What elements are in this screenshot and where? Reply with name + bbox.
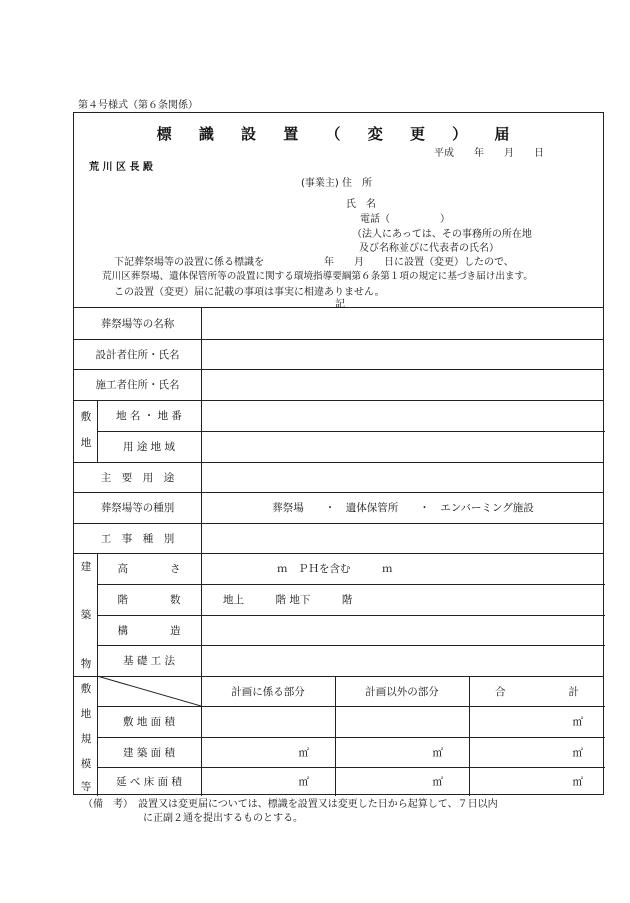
scale-group-char-3: 規 <box>80 733 92 745</box>
phone-label: 電話（ ） <box>360 214 450 225</box>
contractor-field[interactable] <box>201 369 605 400</box>
structure-label: 構 造 <box>117 624 181 637</box>
col-other-header: 計画以外の部分 <box>365 685 439 698</box>
notes-line-2: に正副２通を提出するものとする。 <box>143 813 303 824</box>
address-label: (事業主) 住 所 <box>301 178 372 189</box>
site-address-label: 地 名 ・ 地 番 <box>116 410 182 422</box>
corp-note-2: 及び名称並びに代表者の氏名） <box>359 243 499 254</box>
site-group-char-1: 敷 <box>80 411 92 423</box>
facility-name-label: 葬祭場等の名称 <box>100 318 175 330</box>
contractor-label: 施工者住所・氏名 <box>95 379 180 391</box>
building-group-char-2: 築 <box>80 609 92 621</box>
corp-note-1: （法人にあっては、その事務所の所在地 <box>352 229 532 240</box>
form-title: 標 識 設 置 （ 変 更 ） 届 <box>156 125 521 143</box>
building-area-total[interactable]: ㎡ <box>572 746 583 759</box>
notes <box>83 798 498 826</box>
header-diagonal <box>97 676 201 706</box>
building-area-other[interactable]: ㎡ <box>432 746 443 759</box>
zoning-field[interactable] <box>201 431 605 462</box>
body-line-2: 荒川区葬祭場、遺体保管所等の設置に関する環境指導要綱第６条第１項の規定に基づき届け出ます。 <box>102 271 533 282</box>
structure-field[interactable] <box>201 615 605 645</box>
ki-label: 記 <box>335 299 345 310</box>
building-group-char-3: 物 <box>80 658 92 670</box>
main-use-label: 主 要 用 途 <box>100 471 175 484</box>
floor-area-total[interactable]: ㎡ <box>572 776 583 788</box>
col-planned-header: 計画に係る部分 <box>231 685 305 698</box>
floors-value[interactable]: 地上 階 地下 階 <box>223 594 353 606</box>
site-area-planned[interactable] <box>201 706 335 737</box>
building-area-planned[interactable]: ㎡ <box>298 746 309 759</box>
main-use-field[interactable] <box>201 462 605 492</box>
building-area-label: 建 築 面 積 <box>122 746 175 759</box>
foundation-field[interactable] <box>201 645 605 676</box>
height-label: 高 さ <box>117 563 181 575</box>
facility-type-options[interactable]: 葬祭場 ・ 遺体保管所 ・ エンバーミング施設 <box>272 502 534 514</box>
floor-area-label: 延 べ 床 面 積 <box>116 776 182 788</box>
zoning-label: 用 途 地 域 <box>122 441 175 453</box>
col-total-header: 合 計 <box>495 685 579 698</box>
addressee: 荒 川 区 長 殿 <box>89 162 153 173</box>
designer-field[interactable] <box>201 339 605 369</box>
site-address-field[interactable] <box>201 400 605 431</box>
scale-group-char-5: 等 <box>80 781 92 793</box>
name-label: 氏 名 <box>346 199 376 210</box>
building-group-char-1: 建 <box>80 561 92 573</box>
foundation-label: 基 礎 工 法 <box>122 655 175 667</box>
notes-line-1: 設置又は変更届については、標識を設置又は変更した日から起算して、７日以内 <box>138 799 498 810</box>
form-number: 第４号様式（第６条関係） <box>78 100 198 111</box>
floor-area-planned[interactable]: ㎡ <box>298 776 309 788</box>
height-value[interactable]: ｍ ＰＨを含む ｍ <box>277 563 393 575</box>
body-line-1: 下記葬祭場等の設置に係る標識を 年 月 日に設置（変更）したので、 <box>114 257 514 268</box>
floor-area-other[interactable]: ㎡ <box>432 776 443 788</box>
floors-label: 階 数 <box>117 594 181 606</box>
site-group-char-2: 地 <box>80 437 92 449</box>
notes-label: （備 考） <box>83 799 128 810</box>
work-type-field[interactable] <box>201 523 605 553</box>
designer-label: 設計者住所・氏名 <box>95 348 180 361</box>
scale-group-char-4: 模 <box>80 758 92 770</box>
body-line-3: この設置（変更）届に記載の事項は事実に相違ありません。 <box>114 287 385 298</box>
form-frame <box>73 112 604 795</box>
facility-name-field[interactable] <box>201 308 605 339</box>
site-area-total[interactable]: ㎡ <box>572 716 583 728</box>
facility-type-label: 葬祭場等の種別 <box>100 502 175 514</box>
form-header <box>74 113 603 308</box>
date-line: 平成 年 月 日 <box>434 148 544 159</box>
site-area-label: 敷 地 面 積 <box>122 716 175 728</box>
scale-group-char-1: 敷 <box>80 683 92 695</box>
scale-group-char-2: 地 <box>80 708 92 720</box>
site-area-other[interactable] <box>335 706 469 737</box>
work-type-label: 工 事 種 別 <box>100 532 175 545</box>
